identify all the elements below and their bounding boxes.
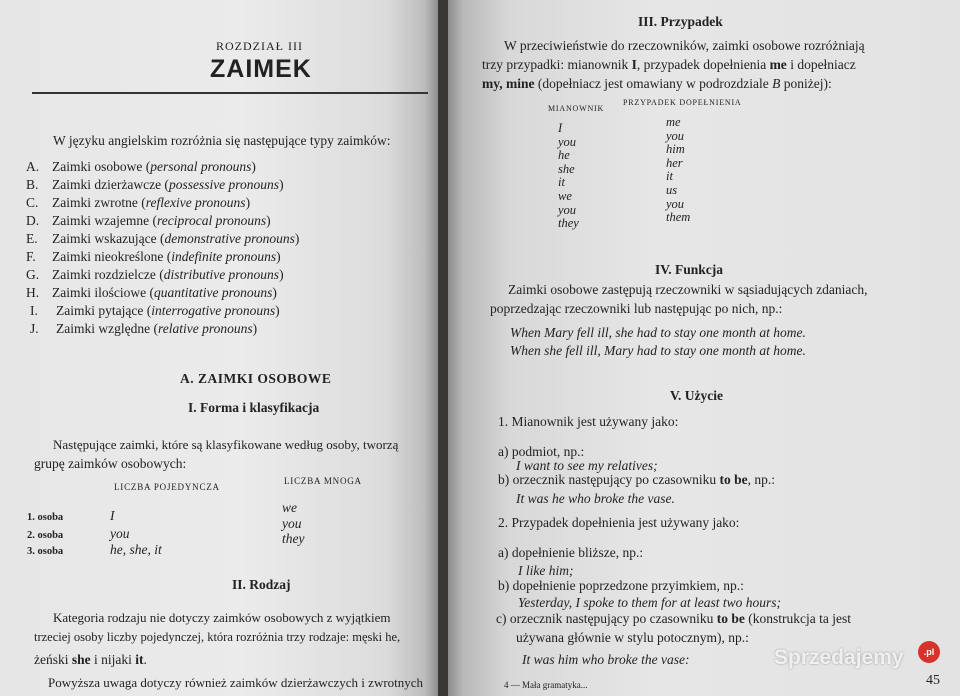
item-close: ) [272, 285, 277, 300]
right-page [448, 0, 960, 696]
rodzaj-line-4: Powyższa uwaga dotyczy również zaimków dzierżawczych i zwrotnych [48, 675, 424, 690]
item-close: ) [245, 195, 251, 210]
item-letter: I. [30, 303, 38, 318]
item-english: indefinite pronouns [171, 249, 277, 264]
item-english: interrogative pronouns [151, 303, 276, 318]
item-close: ) [252, 321, 258, 336]
use-2a-example: I like him; [518, 563, 574, 578]
pronoun-type-item [26, 177, 284, 193]
forma-line-1: Następujące zaimki, które są klasyfikowane według osoby, tworzą [53, 437, 399, 452]
item-english: reflexive pronouns [145, 195, 246, 210]
person-label: 1. osoba [27, 512, 64, 523]
item-letter: A. [26, 159, 40, 174]
item-polish: Zaimki wzajemne ( [52, 213, 157, 228]
use-1a-example: I want to see my relatives; [516, 458, 658, 473]
item-polish: Zaimki względne ( [56, 321, 158, 336]
pronoun-type-item [26, 249, 281, 265]
pronoun-type-item [26, 285, 277, 301]
item-polish: Zaimki osobowe ( [52, 159, 151, 174]
page-number: 45 [926, 673, 940, 688]
item-english: quantitative pronouns [153, 285, 273, 300]
case-nominative: you [558, 202, 577, 217]
item-english: distributive pronouns [163, 267, 280, 282]
person-singular: he, she, it [110, 542, 162, 557]
person-singular: you [110, 526, 130, 541]
pronoun-type-item [26, 231, 299, 247]
section-a2-heading: II. Rodzaj [232, 577, 291, 592]
item-polish: Zaimki zwrotne ( [52, 195, 146, 210]
item-letter: D. [26, 213, 40, 228]
pronoun-type-item [26, 195, 250, 211]
item-polish: Zaimki wskazujące ( [52, 231, 165, 246]
person-singular: I [110, 508, 115, 523]
item-letter: G. [26, 267, 40, 282]
item-polish: Zaimki pytające ( [56, 303, 152, 318]
use-1: 1. Mianownik jest używany jako: [498, 414, 679, 429]
person-plural: you [282, 516, 302, 531]
item-english: possessive pronouns [168, 177, 280, 192]
case-objective: you [666, 196, 685, 211]
case-objective: her [666, 155, 683, 170]
item-close: ) [276, 249, 281, 264]
item-english: relative pronouns [157, 321, 253, 336]
pronoun-type-item [30, 321, 257, 337]
watermark-badge: .pl [918, 641, 940, 663]
item-close: ) [275, 303, 280, 318]
use-2c-line-2: używana głównie w stylu potocznym), np.: [516, 630, 749, 645]
case-objective: me [666, 115, 681, 129]
rodzaj-line-3: żeński she i nijaki it. [34, 652, 147, 667]
item-letter: H. [26, 285, 40, 300]
person-label: 3. osoba [27, 546, 64, 557]
item-letter: E. [26, 231, 38, 246]
item-close: ) [294, 231, 300, 246]
use-2: 2. Przypadek dopełnienia jest używany jako: [498, 515, 740, 530]
left-page [0, 0, 438, 696]
col-objective-header: PRZYPADEK DOPEŁNIENIA [623, 98, 742, 107]
item-close: ) [251, 159, 256, 174]
case-objective: them [666, 210, 691, 225]
footer-note: 4 — Mała gramatyka... [504, 680, 588, 690]
item-letter: B. [26, 177, 39, 192]
case-objective: him [666, 142, 685, 157]
use-2a: a) dopełnienie bliższe, np.: [498, 545, 644, 560]
funk-example-1: When Mary fell ill, she had to stay one month at home. [510, 325, 806, 340]
case-nominative: he [558, 148, 570, 163]
person-label: 2. osoba [27, 530, 64, 541]
section-a1-heading: I. Forma i klasyfikacja [188, 400, 320, 415]
use-1b: b) orzecznik następujący po czasowniku to be, np.: [498, 472, 776, 487]
przyp-line-1: W przeciwieństwie do rzeczowników, zaimki osobowe rozróżniają [504, 38, 865, 53]
use-2b: b) dopełnienie poprzedzone przyimkiem, np.: [498, 578, 744, 593]
col-singular-header: LICZBA POJEDYNCZA [114, 482, 220, 492]
case-nominative: she [558, 161, 575, 176]
funk-line-1: Zaimki osobowe zastępują rzeczowniki w sąsiadujących zdaniach, [508, 282, 868, 297]
case-nominative: we [558, 189, 572, 203]
item-close: ) [279, 177, 284, 192]
title-rule [32, 92, 428, 94]
item-polish: Zaimki nieokreślone ( [52, 249, 172, 264]
use-2c-example: It was him who broke the vase: [522, 652, 690, 667]
pronoun-type-item [26, 213, 271, 229]
funk-example-2: When she fell ill, Mary had to stay one month at home. [510, 343, 806, 358]
section-3-heading: III. Przypadek [638, 14, 723, 29]
item-close: ) [266, 213, 271, 228]
item-polish: Zaimki rozdzielcze ( [52, 267, 164, 282]
funk-line-2: poprzedzając rzeczowniki lub następując po nich, np.: [490, 301, 783, 316]
item-letter: F. [26, 249, 36, 264]
rodzaj-line-1: Kategoria rodzaju nie dotyczy zaimków osobowych z wyjątkiem [53, 610, 391, 625]
pronoun-type-item [30, 303, 280, 319]
person-plural: we [282, 500, 297, 515]
case-nominative: it [558, 175, 565, 190]
section-a-heading: A. ZAIMKI OSOBOWE [180, 371, 332, 386]
item-polish: Zaimki ilościowe ( [52, 285, 154, 300]
case-nominative: you [558, 134, 577, 149]
chapter-title: ZAIMEK [210, 55, 312, 83]
col-nominative-header: MIANOWNIK [548, 104, 605, 113]
watermark-text: Sprzedajemy [774, 646, 904, 669]
case-objective: you [666, 128, 685, 143]
person-plural: they [282, 531, 305, 546]
item-english: personal pronouns [150, 159, 252, 174]
item-english: demonstrative pronouns [164, 231, 295, 246]
case-nominative: they [558, 216, 579, 231]
col-plural-header: LICZBA MNOGA [284, 476, 362, 486]
forma-line-2: grupę zaimków osobowych: [34, 456, 187, 471]
item-polish: Zaimki dzierżawcze ( [52, 177, 169, 192]
section-5-heading: V. Użycie [670, 388, 723, 403]
rodzaj-line-2: trzeciej osoby liczby pojedynczej, która rozróżnia trzy rodzaje: męski he, [34, 630, 401, 644]
chapter-label: ROZDZIAŁ III [216, 39, 303, 53]
intro-text: W języku angielskim rozróżnia się następujące typy zaimków: [53, 133, 391, 148]
item-english: reciprocal pronouns [156, 213, 267, 228]
use-2c: c) orzecznik następujący po czasowniku to be (konstrukcja ta jest [496, 611, 852, 626]
przyp-line-2: trzy przypadki: mianownik I, przypadek dopełnienia me i dopełniacz [482, 57, 856, 72]
use-1a: a) podmiot, np.: [498, 444, 585, 459]
use-1b-example: It was he who broke the vase. [516, 491, 675, 506]
section-4-heading: IV. Funkcja [655, 262, 724, 277]
pronoun-type-item [26, 267, 284, 283]
case-objective: it [666, 169, 673, 184]
item-letter: C. [26, 195, 39, 210]
case-objective: us [666, 183, 678, 197]
item-close: ) [279, 267, 284, 282]
case-nominative: I [558, 121, 563, 135]
item-letter: J. [30, 321, 39, 336]
przyp-line-3: my, mine (dopełniacz jest omawiany w podrozdziale B poniżej): [482, 76, 832, 91]
pronoun-type-item [26, 159, 256, 175]
use-2b-example: Yesterday, I spoke to them for at least two hours; [518, 595, 781, 610]
